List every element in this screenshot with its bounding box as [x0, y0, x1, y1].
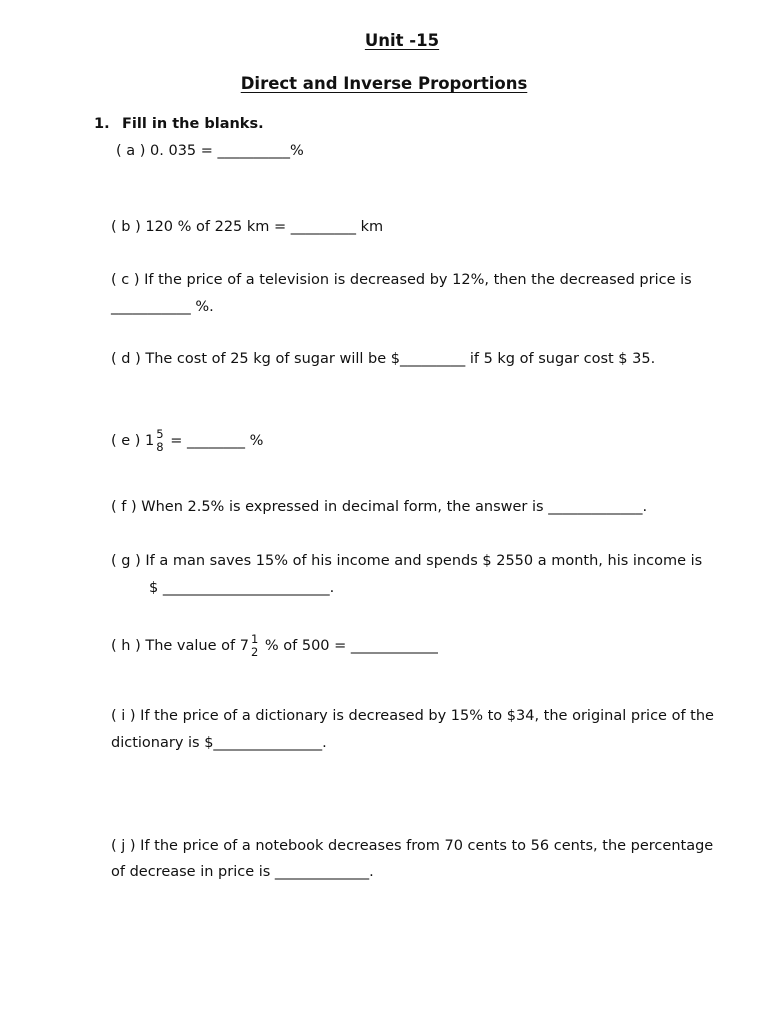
- item-e-prefix: ( e ) 1: [111, 433, 155, 449]
- fraction-numerator: 5: [156, 427, 164, 441]
- item-h-suffix: % of 500 = ____________: [264, 638, 438, 654]
- question-instruction: Fill in the blanks.: [122, 116, 264, 132]
- item-h: [111, 633, 438, 659]
- fraction-denominator: 8: [156, 440, 164, 454]
- item-c-line2: ___________ %.: [111, 299, 214, 315]
- item-g-line1: ( g ) If a man saves 15% of his income and spends $ 2550 a month, his income is: [111, 553, 703, 569]
- item-c-line1: ( c ) If the price of a television is decreased by 12%, then the decreased price is: [111, 272, 692, 288]
- item-e-suffix: = ________ %: [170, 433, 264, 449]
- fraction-numerator: 1: [250, 632, 259, 646]
- item-g-line2: $ _______________________.: [149, 580, 335, 596]
- question-number: 1.: [94, 116, 110, 132]
- worksheet-title: Direct and Inverse Proportions: [240, 74, 528, 93]
- item-h-fraction: [251, 633, 258, 659]
- item-j-line2: of decrease in price is _____________.: [111, 864, 374, 880]
- item-d: ( d ) The cost of 25 kg of sugar will be $_________ if 5 kg of sugar cost $ 35.: [111, 351, 656, 367]
- item-e-fraction: [156, 428, 163, 454]
- item-f: ( f ) When 2.5% is expressed in decimal form, the answer is _____________.: [111, 499, 648, 515]
- item-a: ( a ) 0. 035 = __________%: [116, 143, 304, 159]
- item-j-line1: ( j ) If the price of a notebook decreases from 70 cents to 56 cents, the percentage: [111, 838, 714, 854]
- item-e: [111, 428, 263, 454]
- item-b: ( b ) 120 % of 225 km = _________ km: [111, 219, 384, 235]
- item-i-line1: ( i ) If the price of a dictionary is decreased by 15% to $34, the original price of the: [111, 708, 714, 724]
- fraction-denominator: 2: [250, 645, 259, 659]
- item-h-prefix: ( h ) The value of 7: [111, 638, 249, 654]
- item-i-line2: dictionary is $_______________.: [111, 735, 327, 751]
- question-heading: [94, 116, 264, 132]
- unit-heading: Unit -15: [364, 31, 440, 50]
